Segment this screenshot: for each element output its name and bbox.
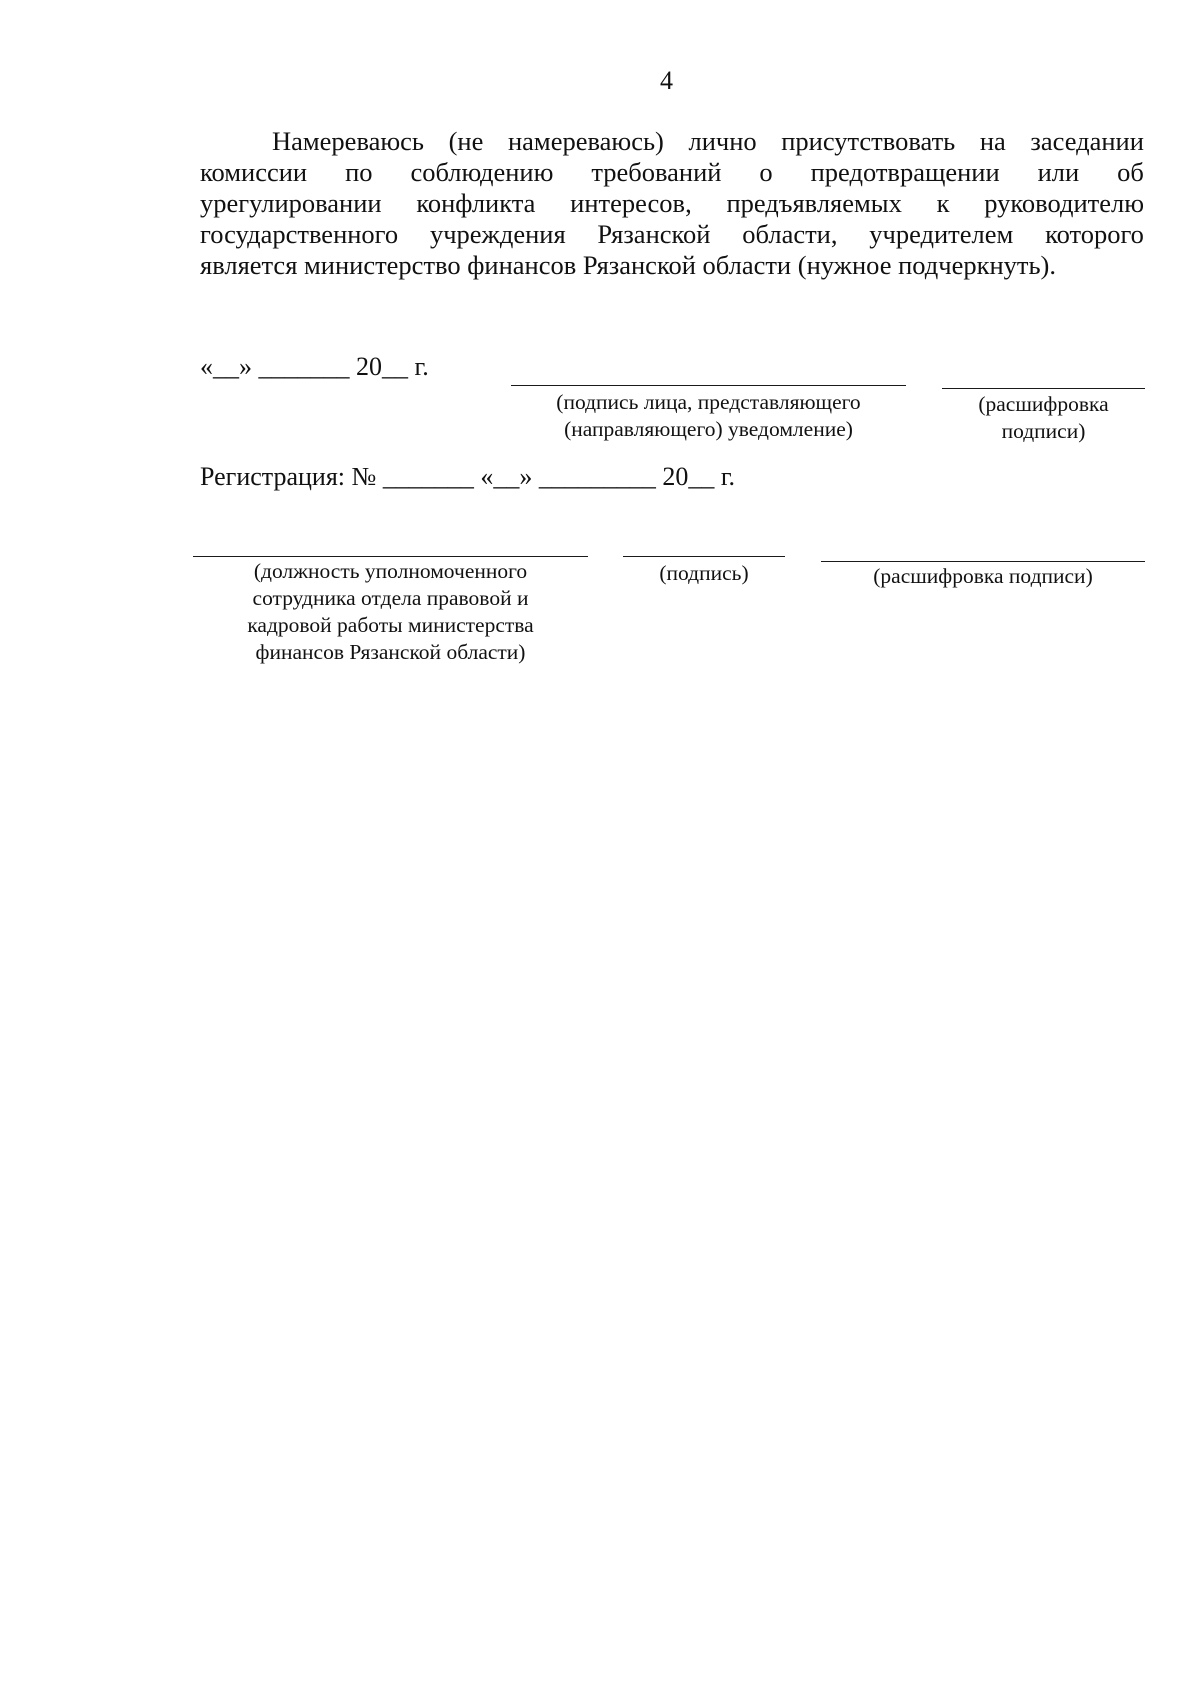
official-position-line bbox=[193, 556, 588, 557]
official-signature-line bbox=[623, 556, 785, 557]
paragraph-word: присутствовать bbox=[781, 126, 956, 156]
intent-paragraph bbox=[200, 126, 1144, 281]
caption-line: сотрудника отдела правовой и bbox=[252, 586, 529, 610]
caption-line: (направляющего) уведомление) bbox=[564, 417, 853, 441]
page-number: 4 bbox=[660, 66, 673, 95]
caption-line: подписи) bbox=[1001, 419, 1086, 443]
paragraph-word: Намереваюсь bbox=[272, 126, 425, 156]
paragraph-word: намереваюсь) bbox=[507, 126, 664, 156]
paragraph-word: Рязанской bbox=[597, 219, 711, 249]
paragraph-word: руководителю bbox=[984, 188, 1144, 218]
caption-line: финансов Рязанской области) bbox=[255, 640, 526, 664]
paragraph-word: области, bbox=[742, 219, 838, 249]
caption-line: (расшифровка bbox=[978, 392, 1109, 416]
paragraph-word: к bbox=[936, 188, 950, 218]
registration-line: Регистрация: № _______ «__» _________ 20__ г. bbox=[200, 462, 736, 491]
paragraph-word: урегулировании bbox=[200, 188, 382, 218]
paragraph-line bbox=[200, 250, 1144, 281]
paragraph-word: лично bbox=[688, 126, 757, 156]
paragraph-word: предъявляемых bbox=[726, 188, 902, 218]
paragraph-word: которого bbox=[1045, 219, 1144, 249]
official-decoding-line bbox=[821, 561, 1145, 562]
paragraph-word: на bbox=[979, 126, 1006, 156]
paragraph-line bbox=[200, 157, 1144, 188]
paragraph-word: о bbox=[759, 157, 773, 187]
caption-line: (подпись лица, представляющего bbox=[556, 390, 861, 414]
applicant-signature-caption bbox=[511, 389, 906, 443]
paragraph-word: комиссии bbox=[200, 157, 308, 187]
paragraph-word: требований bbox=[591, 157, 722, 187]
paragraph-word: (не bbox=[448, 126, 484, 156]
applicant-date-line: «__» _______ 20__ г. bbox=[200, 352, 429, 381]
paragraph-word: соблюдению bbox=[410, 157, 554, 187]
official-position-caption bbox=[193, 558, 588, 666]
paragraph-word: интересов, bbox=[570, 188, 692, 218]
paragraph-word: предотвращении bbox=[810, 157, 1000, 187]
paragraph-line bbox=[200, 126, 1144, 157]
official-signature-caption: (подпись) bbox=[659, 561, 749, 585]
caption-line: (должность уполномоченного bbox=[253, 559, 528, 583]
applicant-signature-line bbox=[511, 385, 906, 386]
paragraph-word: об bbox=[1117, 157, 1144, 187]
caption-line: кадровой работы министерства bbox=[247, 613, 534, 637]
applicant-decoding-line bbox=[942, 388, 1145, 389]
paragraph-word: конфликта bbox=[416, 188, 536, 218]
paragraph-word: по bbox=[345, 157, 373, 187]
paragraph-last-line: является министерство финансов Рязанской области (нужное подчеркнуть). bbox=[200, 250, 1057, 280]
paragraph-word: учредителем bbox=[869, 219, 1014, 249]
paragraph-word: заседании bbox=[1030, 126, 1144, 156]
paragraph-line bbox=[200, 188, 1144, 219]
applicant-decoding-caption bbox=[942, 391, 1145, 445]
paragraph-word: государственного bbox=[200, 219, 399, 249]
paragraph-word: учреждения bbox=[429, 219, 566, 249]
paragraph-line bbox=[200, 219, 1144, 250]
paragraph-word: или bbox=[1037, 157, 1080, 187]
official-decoding-caption: (расшифровка подписи) bbox=[873, 564, 1093, 588]
